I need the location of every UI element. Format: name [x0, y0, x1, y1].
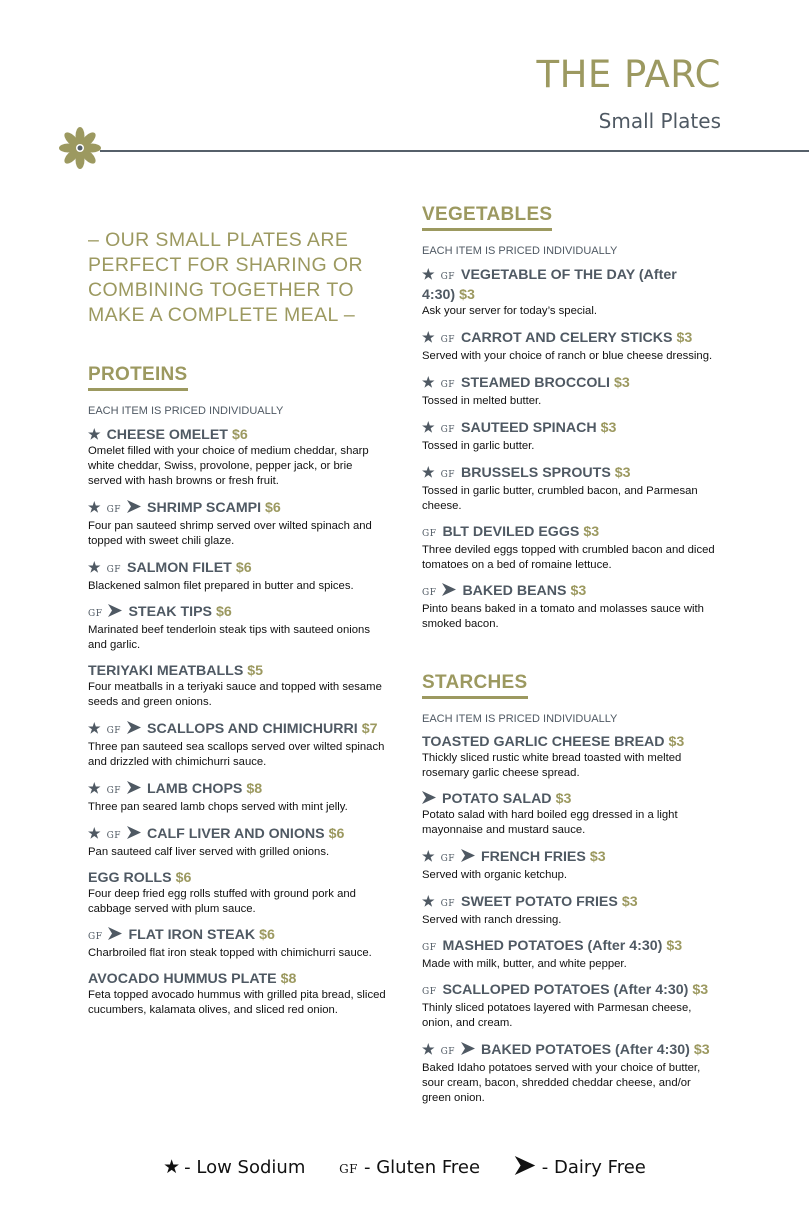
menu-item	[88, 558, 388, 594]
star-icon: ★	[88, 825, 101, 841]
menu-item-price: $3	[570, 583, 587, 599]
menu-item	[88, 824, 388, 860]
menu-item	[422, 265, 722, 319]
menu-item-description: Blackened salmon filet prepared in butter and spices.	[88, 580, 354, 592]
menu-item-description: Pan sauteed calf liver served with grilled onions.	[88, 846, 330, 858]
menu-item-name: SAUTEED SPINACH	[461, 420, 597, 436]
star-icon: ★	[422, 1041, 435, 1057]
menu-item-price: $3	[600, 420, 617, 436]
section-title: PROTEINS	[88, 364, 188, 391]
menu-item-name: SALMON FILET	[127, 560, 232, 576]
dairy-free-arrow-icon	[108, 603, 122, 621]
menu-item-heading	[88, 558, 388, 579]
legend-gluten-free	[339, 1157, 480, 1178]
restaurant-title: THE PARC	[536, 53, 721, 96]
menu-item-heading	[422, 418, 722, 439]
menu-item-price: $6	[259, 927, 275, 943]
legend-label: - Low Sodium	[184, 1157, 306, 1178]
menu-item-price: $3	[693, 1042, 710, 1058]
gluten-free-icon: GF	[106, 831, 121, 841]
menu-item-description: Charbroiled flat iron steak topped with chimichurri sauce.	[88, 947, 372, 959]
menu-item-description: Tossed in garlic butter.	[422, 440, 535, 452]
menu-item-heading	[88, 498, 388, 519]
menu-item-price: $3	[666, 938, 683, 954]
menu-item	[88, 498, 388, 549]
gluten-free-icon: GF	[422, 529, 437, 539]
menu-subtitle: Small Plates	[598, 109, 721, 133]
menu-item	[422, 328, 722, 364]
menu-item-description: Made with milk, butter, and white pepper.	[422, 958, 627, 970]
menu-item-price: $3	[555, 791, 572, 807]
gluten-free-icon: GF	[422, 987, 437, 997]
menu-item-name: LAMB CHOPS	[147, 781, 243, 797]
menu-item-name: SCALLOPS AND CHIMICHURRI	[147, 721, 358, 737]
star-icon: ★	[422, 419, 435, 435]
menu-item-name: CALF LIVER AND ONIONS	[147, 826, 325, 842]
star-icon: ★	[88, 499, 101, 515]
menu-item	[88, 719, 388, 770]
menu-item	[88, 662, 388, 710]
dairy-free-arrow-icon	[127, 499, 141, 517]
legend-dairy-free	[514, 1157, 646, 1178]
dairy-free-arrow-icon	[127, 720, 141, 738]
menu-item-heading	[422, 892, 722, 913]
legend-label: - Gluten Free	[364, 1157, 481, 1178]
menu-item-description: Tossed in melted butter.	[422, 395, 542, 407]
menu-item	[422, 847, 722, 883]
dairy-free-arrow-icon	[514, 1156, 536, 1178]
menu-item-price: $5	[247, 663, 264, 679]
menu-item	[422, 892, 722, 928]
menu-item	[422, 373, 722, 409]
menu-item-heading	[422, 328, 722, 349]
gluten-free-icon: GF	[440, 899, 455, 909]
menu-item-name: CHEESE OMELET	[106, 427, 228, 443]
gluten-free-icon: GF	[422, 588, 437, 598]
menu-item-name: TERIYAKI MEATBALLS	[88, 663, 244, 679]
menu-item-description: Three pan seared lamb chops served with mint jelly.	[88, 801, 348, 813]
menu-item-description: Potato salad with hard boiled egg dressed in a light mayonnaise and mustard sauce.	[422, 809, 678, 836]
menu-item-heading	[422, 1040, 722, 1061]
dairy-free-arrow-icon	[127, 780, 141, 798]
menu-item-price: $3	[676, 330, 693, 346]
menu-item-price: $6	[175, 870, 192, 886]
star-icon: ★	[88, 720, 101, 736]
menu-item-description: Ask your server for today’s special.	[422, 305, 597, 317]
left-column	[88, 228, 388, 1058]
gluten-free-icon: GF	[106, 786, 121, 796]
menu-item	[422, 937, 722, 972]
star-icon: ★	[422, 464, 435, 480]
menu-item-name: BRUSSELS SPROUTS	[461, 465, 611, 481]
menu-item-price: $3	[692, 982, 709, 998]
star-icon: ★	[422, 329, 435, 345]
menu-item-price: $6	[235, 560, 252, 576]
menu-item	[88, 779, 388, 815]
section-starches	[422, 672, 722, 1106]
gluten-free-icon: GF	[88, 932, 103, 942]
menu-item	[88, 603, 388, 653]
star-icon: ★	[88, 559, 101, 575]
menu-item	[88, 926, 388, 961]
menu-item-name: STEAK TIPS	[128, 604, 212, 620]
menu-item-heading	[88, 603, 388, 623]
menu-item	[422, 1040, 722, 1106]
menu-item-heading	[422, 582, 722, 602]
menu-item	[422, 733, 722, 781]
menu-item	[422, 418, 722, 454]
menu-item-price: $3	[613, 375, 630, 391]
menu-item-price: $7	[361, 721, 378, 737]
menu-item-description: Marinated beef tenderloin steak tips with sauteed onions and garlic.	[88, 624, 370, 651]
menu-item-price: $3	[589, 849, 606, 865]
menu-item-price: $8	[280, 971, 297, 987]
star-icon: ★	[422, 374, 435, 390]
star-icon: ★	[422, 266, 435, 282]
menu-item	[422, 582, 722, 632]
menu-item-description: Pinto beans baked in a tomato and molasses sauce with smoked bacon.	[422, 603, 704, 630]
menu-item-name: SHRIMP SCAMPI	[147, 500, 262, 516]
menu-item-description: Omelet filled with your choice of medium cheddar, sharp white cheddar, Swiss, provolone, pepper jack, or brie served with hash browns or fresh fruit.	[88, 445, 369, 487]
menu-item-heading	[422, 373, 722, 394]
section-title: STARCHES	[422, 672, 528, 699]
menu-item-price: $3	[614, 465, 631, 481]
menu-item-heading	[88, 425, 388, 444]
menu-item-heading	[88, 719, 388, 740]
menu-item-name: SWEET POTATO FRIES	[461, 894, 618, 910]
menu-item-price: $3	[621, 894, 638, 910]
gluten-free-icon: GF	[422, 943, 437, 953]
menu-item-name: BAKED POTATOES (After 4:30)	[481, 1042, 690, 1058]
menu-item-price: $8	[246, 781, 263, 797]
star-icon: ★	[422, 848, 435, 864]
menu-item-name: FLAT IRON STEAK	[128, 927, 256, 943]
gluten-free-icon: GF	[440, 272, 455, 282]
menu-item-name: VEGETABLE OF THE DAY (After 4:30)	[422, 267, 677, 303]
right-column	[422, 204, 722, 1146]
menu-item-description: Four meatballs in a teriyaki sauce and topped with sesame seeds and green onions.	[88, 681, 382, 708]
gluten-free-icon: GF	[440, 854, 455, 864]
menu-item-heading	[88, 926, 388, 946]
menu-item-description: Four pan sauteed shrimp served over wilted spinach and topped with sweet chili glaze.	[88, 520, 372, 547]
menu-item-name: FRENCH FRIES	[481, 849, 586, 865]
menu-item-name: TOASTED GARLIC CHEESE BREAD	[422, 734, 665, 750]
menu-item-heading	[422, 733, 722, 751]
star-icon: ★	[163, 1156, 181, 1178]
gluten-free-icon: GF	[440, 470, 455, 480]
menu-item-price: $3	[668, 734, 685, 750]
menu-item-description: Served with your choice of ranch or blue cheese dressing.	[422, 350, 713, 362]
menu-item-name: CARROT AND CELERY STICKS	[461, 330, 673, 346]
menu-item	[88, 869, 388, 917]
gluten-free-icon: GF	[440, 335, 455, 345]
menu-item-price: $6	[231, 427, 248, 443]
legend-low-sodium	[163, 1157, 305, 1178]
menu-item-name: POTATO SALAD	[442, 791, 552, 807]
flower-logo-icon	[57, 125, 103, 171]
section-note: EACH ITEM IS PRICED INDIVIDUALLY	[88, 405, 284, 417]
section-vegetables	[422, 204, 722, 632]
menu-item-description: Tossed in garlic butter, crumbled bacon, and Parmesan cheese.	[422, 485, 698, 512]
brand-header	[536, 53, 721, 133]
menu-item-price: $6	[328, 826, 345, 842]
gluten-free-icon: GF	[440, 425, 455, 435]
dairy-free-arrow-icon	[108, 926, 122, 944]
menu-item-heading	[88, 824, 388, 845]
menu-item-heading	[422, 265, 722, 304]
star-icon: ★	[422, 893, 435, 909]
menu-item-heading	[422, 790, 722, 808]
gluten-free-icon: GF	[440, 1047, 455, 1057]
menu-item-name: EGG ROLLS	[88, 870, 172, 886]
dairy-free-arrow-icon	[442, 582, 456, 600]
menu-item-price: $3	[583, 524, 600, 540]
menu-item-description: Three pan sauteed sea scallops served over wilted spinach and drizzled with chimichurri sauce.	[88, 741, 385, 768]
menu-item-description: Thickly sliced rustic white bread toasted with melted rosemary garlic cheese spread.	[422, 752, 682, 779]
section-proteins	[88, 364, 388, 1018]
header-divider	[100, 150, 809, 152]
menu-item-heading	[422, 523, 722, 543]
menu-item-description: Feta topped avocado hummus with grilled pita bread, sliced cucumbers, kalamata olives, and sliced red onion.	[88, 989, 386, 1016]
dietary-legend	[0, 1156, 809, 1178]
section-note: EACH ITEM IS PRICED INDIVIDUALLY	[422, 245, 618, 257]
legend-label: - Dairy Free	[541, 1157, 646, 1178]
star-icon: ★	[88, 426, 101, 442]
gluten-free-icon: GF	[440, 380, 455, 390]
menu-item	[88, 970, 388, 1018]
menu-item-name: BAKED BEANS	[462, 583, 567, 599]
menu-item-heading	[422, 463, 722, 484]
dairy-free-arrow-icon	[461, 848, 475, 866]
menu-item-price: $3	[459, 287, 475, 303]
menu-item-price: $6	[265, 500, 281, 516]
menu-item-name: BLT DEVILED EGGS	[442, 524, 580, 540]
menu-item	[88, 425, 388, 489]
menu-item-name: SCALLOPED POTATOES (After 4:30)	[442, 982, 689, 998]
menu-item-heading	[422, 937, 722, 957]
gluten-free-icon: GF	[339, 1162, 359, 1176]
menu-item-description: Thinly sliced potatoes layered with Parmesan cheese, onion, and cream.	[422, 1002, 692, 1029]
menu-item	[422, 790, 722, 838]
gluten-free-icon: GF	[106, 565, 121, 575]
menu-item-heading	[88, 779, 388, 800]
menu-item-heading	[88, 869, 388, 887]
menu-item-description: Served with organic ketchup.	[422, 869, 568, 881]
menu-item-name: STEAMED BROCCOLI	[461, 375, 610, 391]
menu-item-description: Served with ranch dressing.	[422, 914, 562, 926]
menu-item	[422, 463, 722, 514]
menu-item-name: MASHED POTATOES (After 4:30)	[442, 938, 663, 954]
menu-item-description: Three deviled eggs topped with crumbled bacon and diced tomatoes on a bed of romaine lettuce.	[422, 544, 715, 571]
dairy-free-arrow-icon	[461, 1041, 475, 1059]
dairy-free-arrow-icon	[422, 790, 436, 808]
menu-item-heading	[88, 662, 388, 680]
menu-item-heading	[422, 847, 722, 868]
menu-item-name: AVOCADO HUMMUS PLATE	[88, 971, 277, 987]
gluten-free-icon: GF	[106, 505, 121, 515]
menu-item-price: $6	[216, 604, 232, 620]
menu-item	[422, 523, 722, 573]
intro-text: – OUR SMALL PLATES ARE PERFECT FOR SHARING OR COMBINING TOGETHER TO MAKE A COMPLETE MEAL –	[88, 229, 363, 326]
section-note: EACH ITEM IS PRICED INDIVIDUALLY	[422, 713, 618, 725]
menu-item-description: Baked Idaho potatoes served with your choice of butter, sour cream, bacon, shredded cheddar cheese, and/or green onion.	[422, 1062, 701, 1104]
gluten-free-icon: GF	[88, 609, 103, 619]
menu-item-heading	[422, 981, 722, 1001]
menu-item-heading	[88, 970, 388, 988]
star-icon: ★	[88, 780, 101, 796]
section-title: VEGETABLES	[422, 204, 552, 231]
menu-item-description: Four deep fried egg rolls stuffed with ground pork and cabbage served with plum sauce.	[88, 888, 356, 915]
dairy-free-arrow-icon	[127, 825, 141, 843]
menu-item	[422, 981, 722, 1031]
gluten-free-icon: GF	[106, 726, 121, 736]
